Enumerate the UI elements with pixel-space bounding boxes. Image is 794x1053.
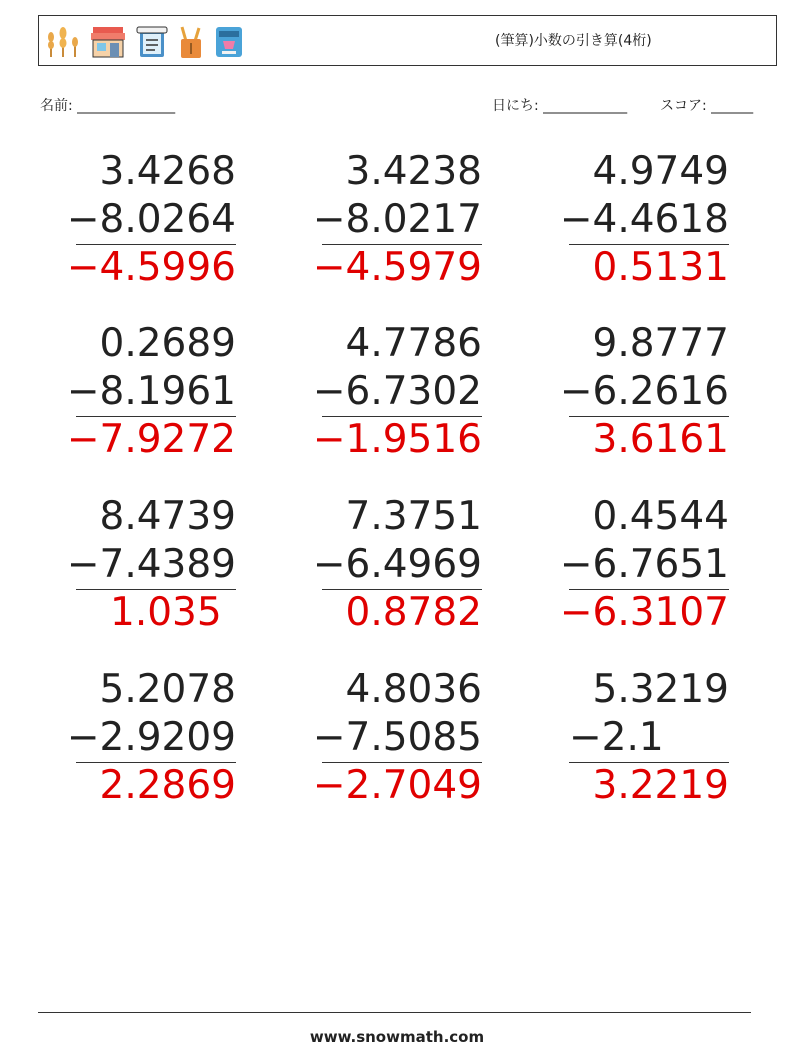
problem-1 xyxy=(66,148,236,292)
problem-9 xyxy=(559,493,729,637)
answer: −7.9272 xyxy=(66,417,236,462)
wheat-icon xyxy=(43,25,81,59)
subtrahend: −2.1 xyxy=(569,715,664,760)
problem-12 xyxy=(569,666,729,810)
problem-8 xyxy=(312,493,482,637)
header-box xyxy=(38,15,777,66)
minuend: 3.4238 xyxy=(345,149,482,194)
minuend: 4.7786 xyxy=(345,321,482,366)
answer: 1.035 xyxy=(110,590,222,635)
pencil-cup-icon xyxy=(177,25,205,59)
answer: −4.5979 xyxy=(312,245,482,290)
problem-10 xyxy=(66,666,236,810)
problem-7 xyxy=(66,493,236,637)
blender-icon xyxy=(213,25,245,59)
minuend: 5.2078 xyxy=(99,667,236,712)
subtrahend: −6.7302 xyxy=(312,369,482,414)
answer: 2.2869 xyxy=(99,763,236,808)
subtrahend: −6.7651 xyxy=(559,542,729,587)
minuend: 4.8036 xyxy=(345,667,482,712)
minuend: 0.2689 xyxy=(99,321,236,366)
subtrahend: −6.2616 xyxy=(559,369,729,414)
problem-2 xyxy=(312,148,482,292)
problem-5 xyxy=(312,320,482,464)
subtrahend: −6.4969 xyxy=(312,542,482,587)
subtrahend: −2.9209 xyxy=(66,715,236,760)
minuend: 9.8777 xyxy=(592,321,729,366)
minuend: 8.4739 xyxy=(99,494,236,539)
problem-4 xyxy=(66,320,236,464)
minuend: 7.3751 xyxy=(345,494,482,539)
score-field-label: スコア: ______ xyxy=(660,98,754,114)
problem-3 xyxy=(559,148,729,292)
subtrahend: −4.4618 xyxy=(559,197,729,242)
answer: 3.2219 xyxy=(592,763,729,808)
answer: −1.9516 xyxy=(312,417,482,462)
problem-11 xyxy=(312,666,482,810)
notepad-icon xyxy=(135,25,169,59)
name-field-label: 名前: ______________ xyxy=(40,98,176,114)
minuend: 5.3219 xyxy=(592,667,729,712)
subtrahend: −8.0264 xyxy=(66,197,236,242)
shop-icon xyxy=(89,25,127,59)
answer: −2.7049 xyxy=(312,763,482,808)
answer: 0.5131 xyxy=(592,245,729,290)
answer: 3.6161 xyxy=(592,417,729,462)
minuend: 4.9749 xyxy=(592,149,729,194)
footer-divider xyxy=(38,1012,751,1013)
subtrahend: −7.5085 xyxy=(312,715,482,760)
answer: 0.8782 xyxy=(345,590,482,635)
answer: −6.3107 xyxy=(559,590,729,635)
problem-6 xyxy=(559,320,729,464)
minuend: 0.4544 xyxy=(592,494,729,539)
subtrahend: −7.4389 xyxy=(66,542,236,587)
page-title: (筆算)小数の引き算(4桁) xyxy=(495,33,652,49)
minuend: 3.4268 xyxy=(99,149,236,194)
date-field-label: 日にち: ____________ xyxy=(492,98,628,114)
answer: −4.5996 xyxy=(66,245,236,290)
subtrahend: −8.1961 xyxy=(66,369,236,414)
header-icons xyxy=(43,23,245,61)
subtrahend: −8.0217 xyxy=(312,197,482,242)
footer-site: www.snowmath.com xyxy=(309,1028,485,1046)
